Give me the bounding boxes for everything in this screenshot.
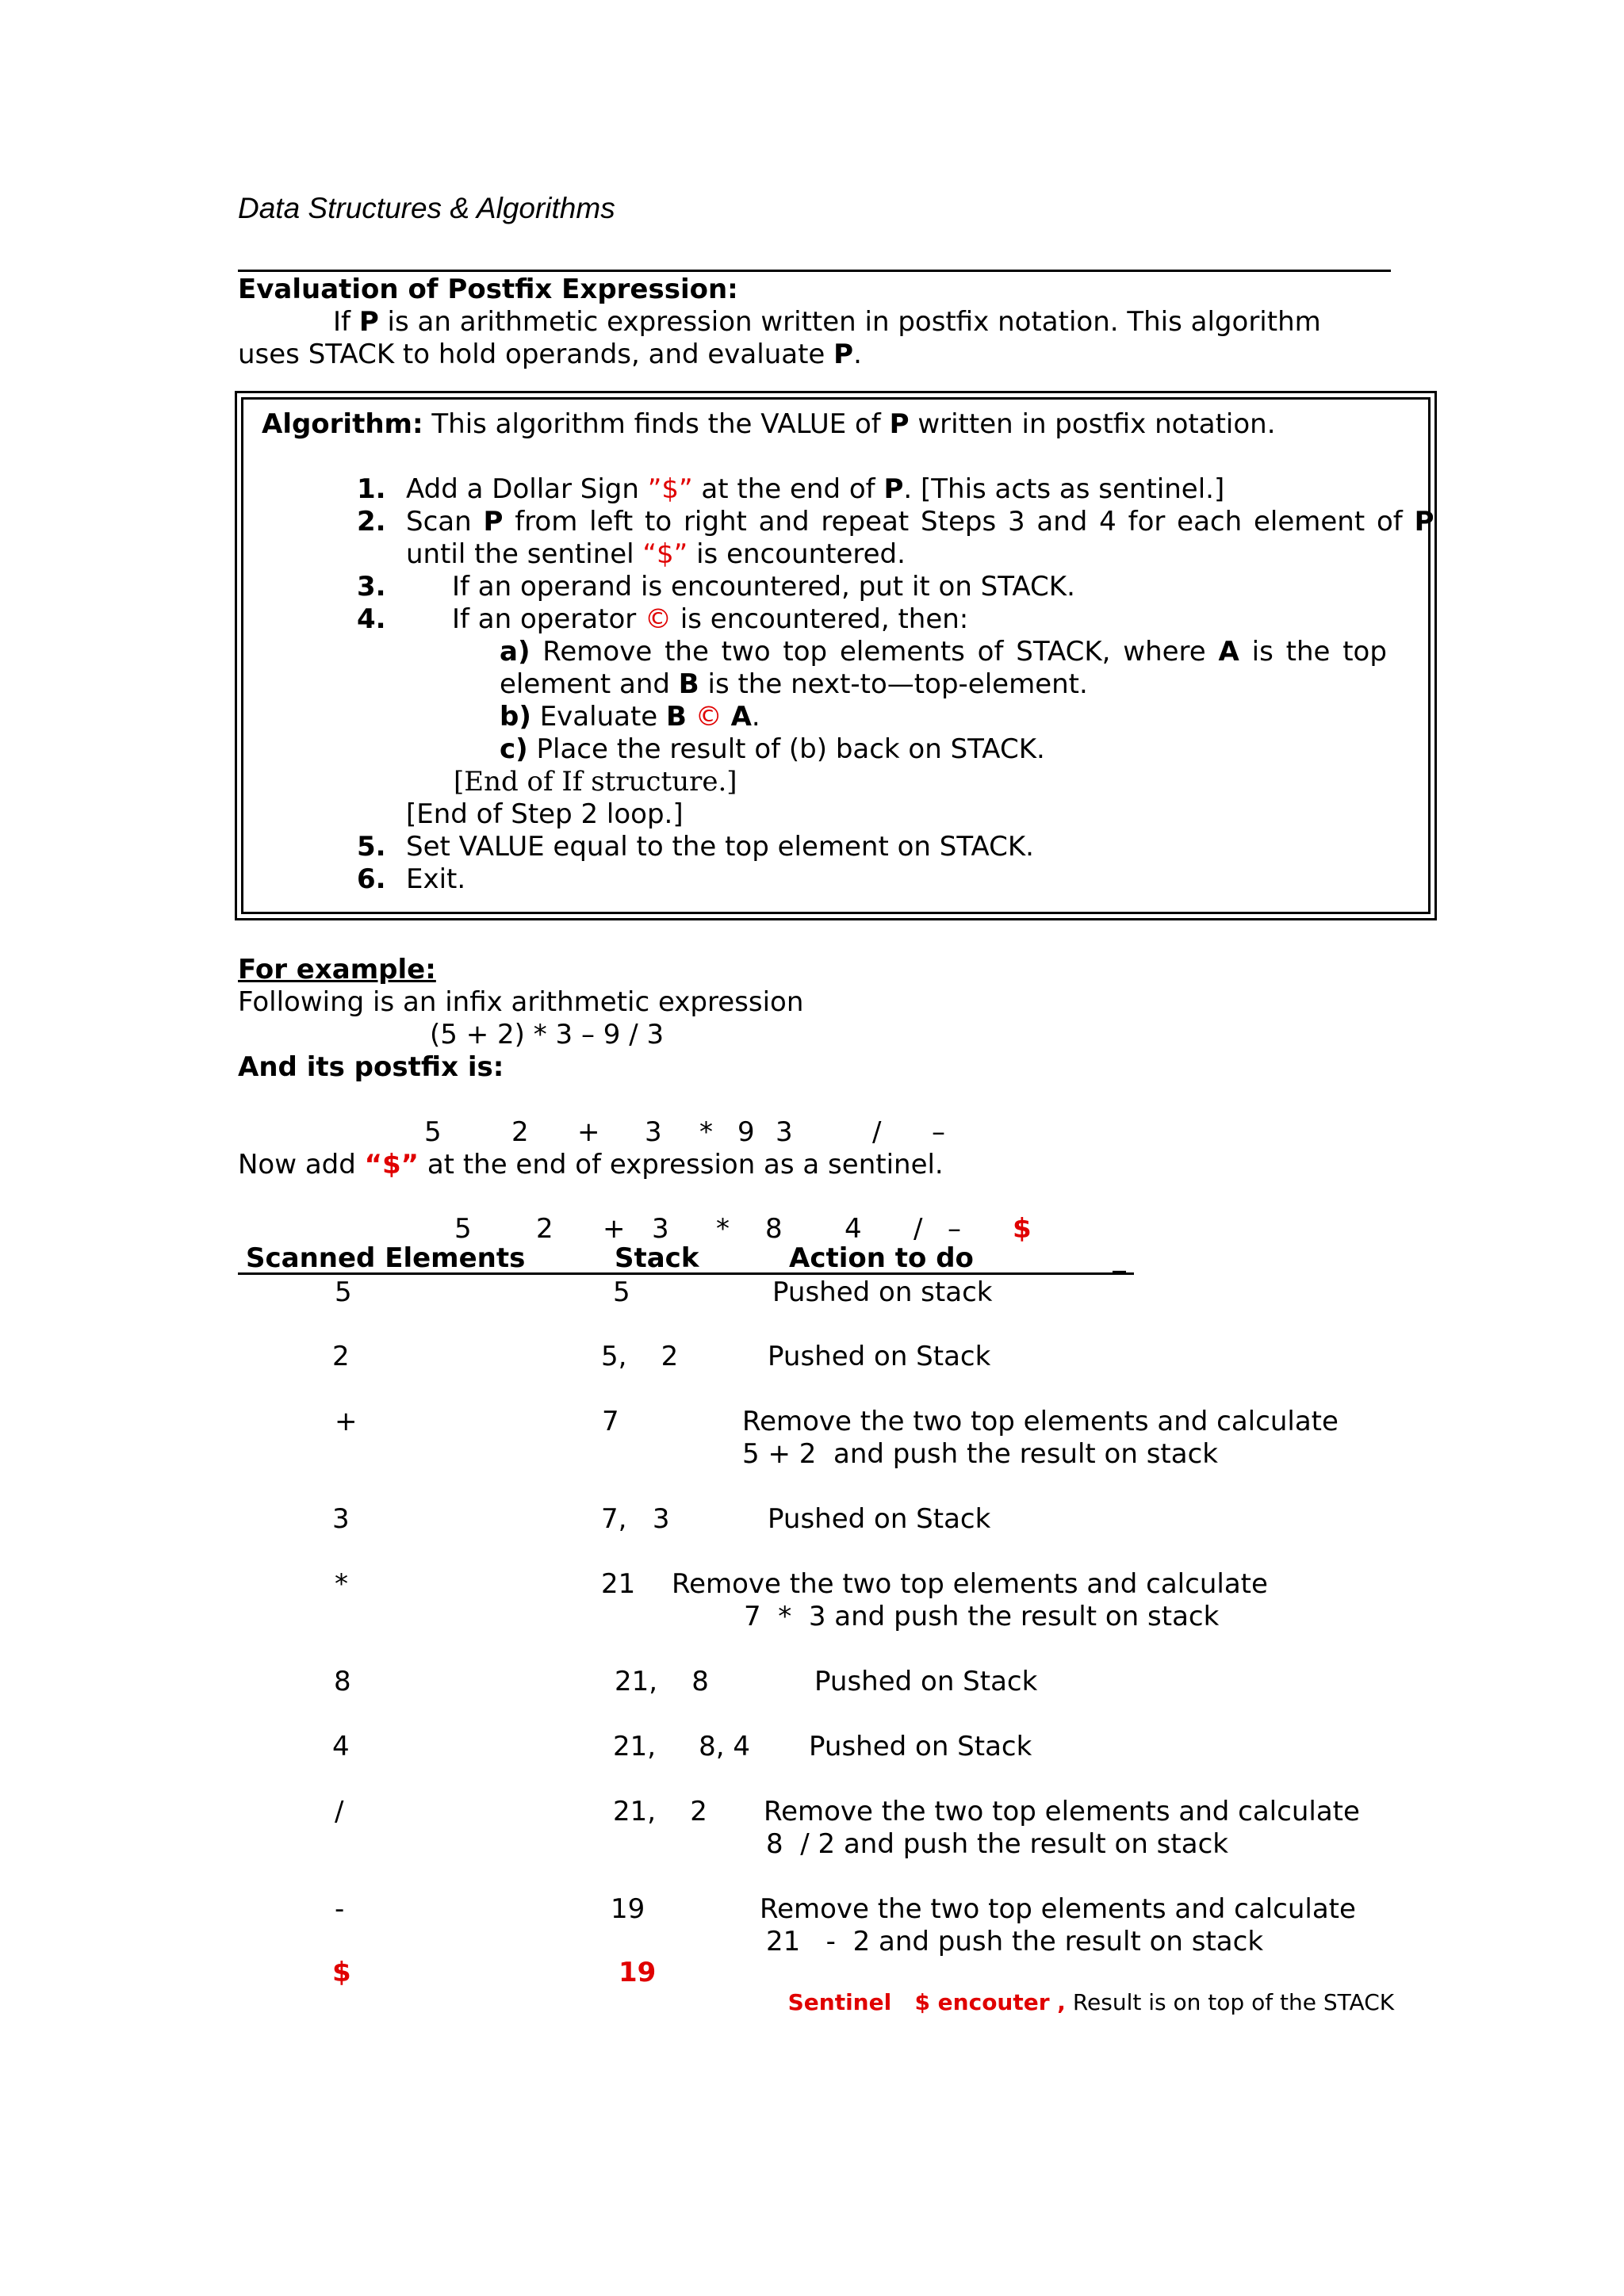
step-2-continuation: until the sentinel “$” is encountered.	[406, 538, 906, 570]
postfix-token: /	[872, 1116, 882, 1148]
action-text: Pushed on Stack	[768, 1503, 991, 1535]
stack-state: 19	[611, 1893, 645, 1925]
postfix-token: –	[932, 1116, 945, 1148]
algorithm-intro: Algorithm: This algorithm finds the VALUE of P written in postfix notation.	[262, 408, 1276, 440]
scanned-symbol: +	[335, 1406, 358, 1437]
stack-state: 21	[601, 1568, 636, 1600]
stack-state: 7	[602, 1406, 619, 1437]
step-5-number: 5.	[357, 831, 386, 863]
step-4a-continuation: element and B is the next-to—top-element.	[500, 668, 1088, 700]
example-heading: For example:	[238, 954, 436, 985]
step-3-number: 3.	[357, 571, 386, 603]
expr-token: 2	[536, 1213, 553, 1245]
scanned-symbol: /	[335, 1796, 344, 1827]
end-loop-note: [End of Step 2 loop.]	[406, 798, 684, 830]
expr-token: *	[716, 1213, 730, 1245]
postfix-token: 3	[645, 1116, 662, 1148]
sentinel-instruction: Now add “$” at the end of expression as a sentinel.	[238, 1149, 944, 1181]
action-text: Pushed on stack	[772, 1276, 993, 1308]
scanned-symbol: 8	[334, 1666, 351, 1697]
step-4c-text: c) Place the result of (b) back on STACK.	[500, 733, 1045, 765]
expr-token: –	[948, 1213, 961, 1245]
scanned-symbol: -	[335, 1893, 345, 1925]
action-text-continued: 7 * 3 and push the result on stack	[744, 1601, 1220, 1632]
action-text: Remove the two top elements and calculate	[760, 1893, 1356, 1925]
expr-token: 3	[652, 1213, 669, 1245]
expr-token: 8	[765, 1213, 783, 1245]
table-header-rule	[238, 1272, 1134, 1275]
action-text-continued: 5 + 2 and push the result on stack	[742, 1438, 1218, 1470]
infix-intro: Following is an infix arithmetic expression	[238, 986, 804, 1018]
action-text: Pushed on Stack	[809, 1731, 1032, 1762]
step-5-text: Set VALUE equal to the top element on STACK.	[406, 831, 1034, 863]
course-title: Data Structures & Algorithms	[238, 192, 615, 224]
expr-token: /	[914, 1213, 923, 1245]
section-heading: Evaluation of Postfix Expression:	[238, 274, 738, 305]
action-text: Pushed on Stack	[768, 1341, 991, 1372]
postfix-token: 2	[511, 1116, 529, 1148]
step-4b-text: b) Evaluate B © A.	[500, 701, 760, 733]
final-action-text: Sentinel $ encouter , Result is on top of the STACK	[787, 1989, 1395, 2015]
intro-line-2: uses STACK to hold operands, and evaluate P.	[238, 339, 862, 370]
scanned-symbol: 2	[332, 1341, 350, 1372]
step-1-text: Add a Dollar Sign ”$” at the end of P. [This acts as sentinel.]	[406, 473, 1225, 505]
infix-expression: (5 + 2) * 3 – 9 / 3	[430, 1019, 665, 1050]
postfix-heading: And its postfix is:	[238, 1051, 504, 1083]
expr-token: +	[603, 1213, 626, 1245]
postfix-token: 3	[776, 1116, 793, 1148]
step-6-text: Exit.	[406, 863, 466, 895]
scanned-symbol: 4	[332, 1731, 350, 1762]
expr-sentinel: $	[1013, 1213, 1032, 1245]
action-text: Remove the two top elements and calculate	[742, 1406, 1339, 1437]
col-header-action: Action to do	[789, 1242, 974, 1274]
end-if-note: [End of If structure.]	[454, 766, 737, 798]
col-header-trail: _	[1113, 1242, 1126, 1274]
step-1-number: 1.	[357, 473, 386, 505]
postfix-token: *	[699, 1116, 713, 1148]
action-text: Remove the two top elements and calculate	[672, 1568, 1268, 1600]
step-4a-text: a) Remove the two top elements of STACK, where A is the top	[500, 636, 1387, 668]
stack-state: 5, 2	[601, 1341, 679, 1372]
scanned-sentinel: $	[332, 1957, 351, 1988]
step-2-text: Scan P from left to right and repeat Steps 3 and 4 for each element of P	[406, 506, 1434, 538]
scanned-symbol: *	[335, 1568, 348, 1600]
action-text-continued: 8 / 2 and push the result on stack	[766, 1828, 1228, 1860]
stack-state: 5	[613, 1276, 630, 1308]
action-text: Remove the two top elements and calculate	[764, 1796, 1360, 1827]
col-header-stack: Stack	[615, 1242, 699, 1274]
scanned-symbol: 3	[332, 1503, 350, 1535]
step-4-text: If an operator © is encountered, then:	[452, 603, 969, 635]
header-rule	[238, 270, 1391, 272]
step-6-number: 6.	[357, 863, 386, 895]
postfix-token: +	[577, 1116, 600, 1148]
stack-state: 21, 8, 4	[613, 1731, 750, 1762]
step-4-number: 4.	[357, 603, 386, 635]
postfix-token: 5	[424, 1116, 442, 1148]
stack-state: 7, 3	[601, 1503, 670, 1535]
scanned-symbol: 5	[335, 1276, 352, 1308]
expr-token: 4	[845, 1213, 862, 1245]
col-header-scanned: Scanned Elements	[246, 1242, 526, 1274]
final-stack-value: 19	[619, 1957, 657, 1988]
stack-state: 21, 8	[615, 1666, 709, 1697]
step-3-text: If an operand is encountered, put it on STACK.	[452, 571, 1075, 603]
intro-line-1: If P is an arithmetic expression written in postfix notation. This algorithm	[333, 306, 1321, 338]
postfix-token: 9	[737, 1116, 755, 1148]
action-text: Pushed on Stack	[814, 1666, 1038, 1697]
expr-token: 5	[454, 1213, 472, 1245]
step-2-number: 2.	[357, 506, 386, 538]
action-text-continued: 21 - 2 and push the result on stack	[766, 1926, 1264, 1957]
stack-state: 21, 2	[613, 1796, 707, 1827]
